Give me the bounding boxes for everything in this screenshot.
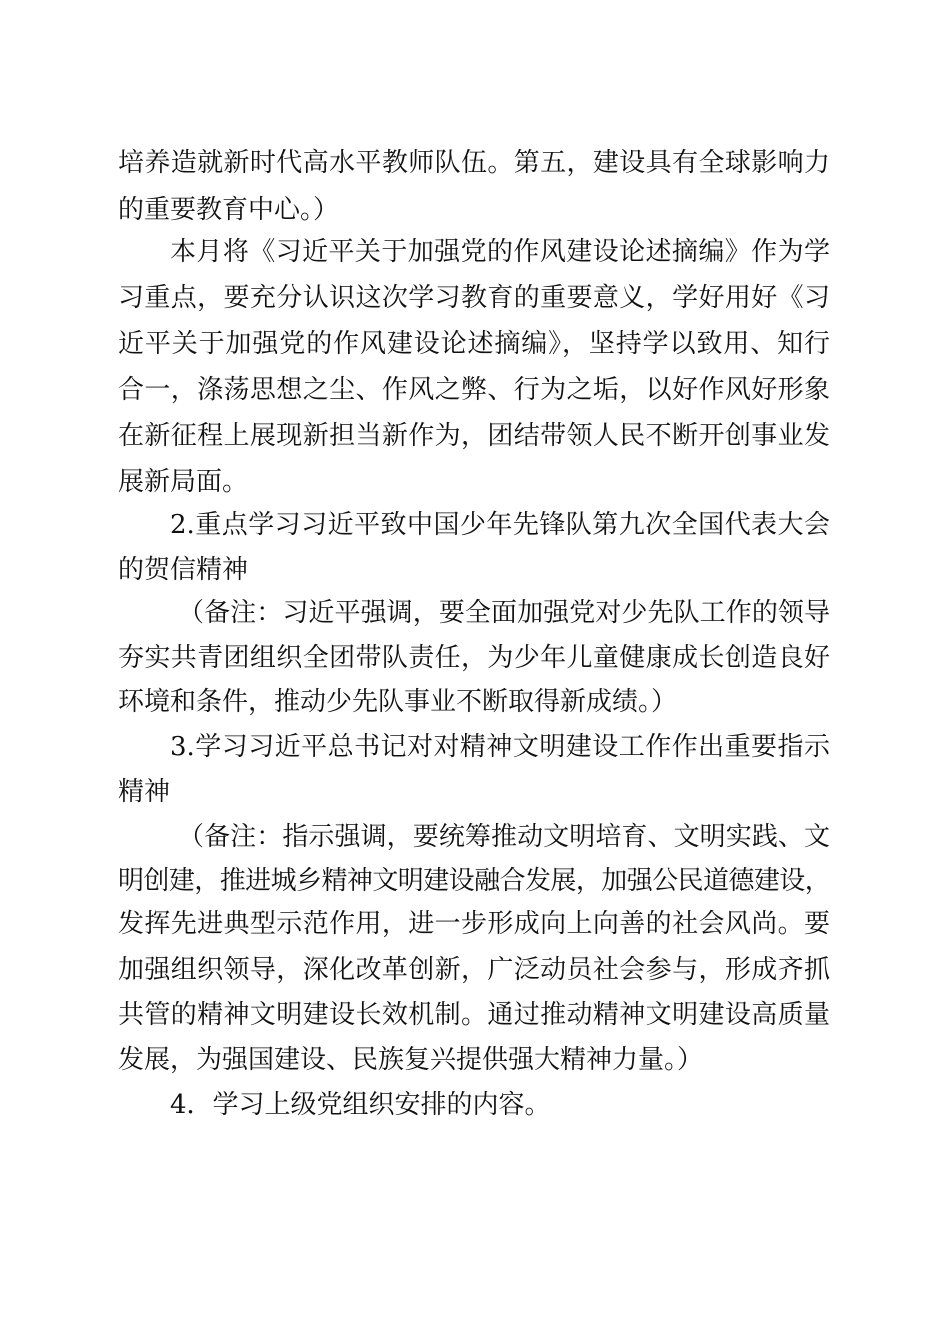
text-line: 在新征程上展现新担当新作为，团结带领人民不断开创事业发 <box>118 421 830 451</box>
section-heading-line: 的贺信精神 <box>118 555 249 585</box>
section-heading-line: 2.重点学习习近平致中国少年先锋队第九次全国代表大会 <box>170 510 830 540</box>
note-line: 共管的精神文明建设长效机制。通过推动精神文明建设高质量 <box>118 1000 830 1030</box>
text-line: 习重点，要充分认识这次学习教育的重要意义，学好用好《习 <box>118 283 830 313</box>
note-line: （备注：指示强调，要统筹推动文明培育、文明实践、文 <box>178 822 830 852</box>
text-line: 的重要教育中心。） <box>118 195 340 225</box>
note-line: 发挥先进典型示范作用，进一步形成向上向善的社会风尚。要 <box>118 909 830 939</box>
note-line: 加强组织领导，深化改革创新，广泛动员社会参与，形成齐抓 <box>118 955 830 985</box>
note-line: 明创建，推进城乡精神文明建设融合发展，加强公民道德建设， <box>118 866 830 896</box>
note-line: （备注：习近平强调，要全面加强党对少先队工作的领导 <box>178 598 830 628</box>
text-line: 培养造就新时代高水平教师队伍。第五，建设具有全球影响力 <box>118 148 830 178</box>
text-line: 合一，涤荡思想之尘、作风之弊、行为之垢，以好作风好形象 <box>118 375 830 405</box>
text-line: 展新局面。 <box>118 467 249 497</box>
text-line: 近平关于加强党的作风建设论述摘编》，坚持学以致用、知行 <box>118 329 830 359</box>
note-line: 夯实共青团组织全团带队责任，为少年儿童健康成长创造良好 <box>118 643 830 673</box>
note-line: 环境和条件，推动少先队事业不断取得新成绩。） <box>118 687 678 717</box>
section-heading-line: 3.学习习近平总书记对对精神文明建设工作作出重要指示 <box>170 732 830 762</box>
note-line: 发展，为强国建设、民族复兴提供强大精神力量。） <box>118 1045 704 1075</box>
section-heading-line: 精神 <box>118 777 171 807</box>
text-line: 本月将《习近平关于加强党的作风建设论述摘编》作为学 <box>170 237 830 267</box>
section-heading-line: 4．学习上级党组织安排的内容。 <box>170 1090 551 1120</box>
